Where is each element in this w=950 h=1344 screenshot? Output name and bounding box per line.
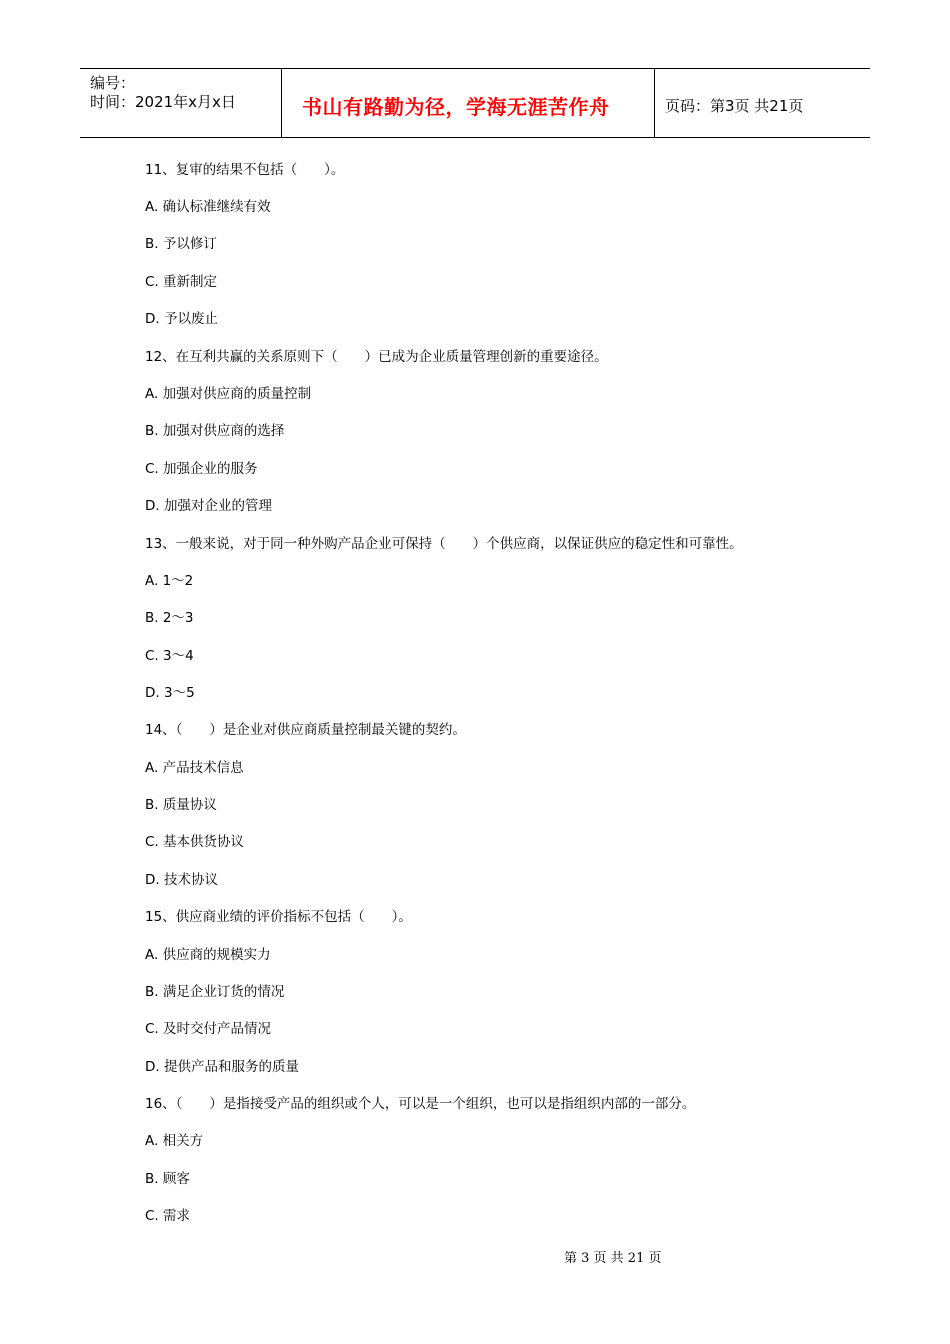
header-motto: 书山有路勤为径，学海无涯苦作舟 <box>302 95 610 119</box>
option-line: B. 质量协议 <box>145 797 217 813</box>
option-line: B. 顾客 <box>145 1171 190 1187</box>
option-line: D. 加强对企业的管理 <box>145 498 272 514</box>
option-line: B. 予以修订 <box>145 236 217 252</box>
option-line: A. 加强对供应商的质量控制 <box>145 386 312 402</box>
header-motto-cell <box>282 69 655 137</box>
option-line: B. 满足企业订货的情况 <box>145 984 285 1000</box>
document-time-label: 时间：2021年x月x日 <box>90 93 236 111</box>
option-line: C. 重新制定 <box>145 274 218 290</box>
option-line: B. 加强对供应商的选择 <box>145 423 285 439</box>
option-line: C. 基本供货协议 <box>145 834 245 850</box>
document-number-label: 编号： <box>90 74 136 92</box>
question-15: 15、供应商业绩的评价指标不包括（ ）。 <box>145 909 412 925</box>
header-info-cell <box>80 69 282 137</box>
question-13: 13、一般来说，对于同一种外购产品企业可保持（ ）个供应商，以保证供应的稳定性和可靠性。 <box>145 536 743 552</box>
question-14: 14、（ ）是企业对供应商质量控制最关键的契约。 <box>145 722 466 738</box>
option-line: D. 技术协议 <box>145 872 218 888</box>
option-line: A. 相关方 <box>145 1133 204 1149</box>
question-16: 16、（ ）是指接受产品的组织或个人，可以是一个组织，也可以是指组织内部的一部分。 <box>145 1096 696 1112</box>
header-table <box>80 68 870 138</box>
option-line: C. 3～4 <box>145 648 194 664</box>
page-footer: 第 3 页 共 21 页 <box>564 1251 662 1266</box>
option-line: C. 加强企业的服务 <box>145 461 258 477</box>
option-line: D. 予以废止 <box>145 311 218 327</box>
option-line: A. 产品技术信息 <box>145 760 244 776</box>
option-line: D. 3～5 <box>145 685 195 701</box>
option-line: A. 1～2 <box>145 573 194 589</box>
option-line: C. 及时交付产品情况 <box>145 1021 272 1037</box>
question-11: 11、复审的结果不包括（ ）。 <box>145 162 345 178</box>
option-line: A. 供应商的规模实力 <box>145 947 271 963</box>
question-12: 12、在互利共赢的关系原则下（ ）已成为企业质量管理创新的重要途径。 <box>145 349 608 365</box>
option-line: B. 2～3 <box>145 610 194 626</box>
header-page-cell <box>655 69 870 137</box>
option-line: D. 提供产品和服务的质量 <box>145 1059 299 1075</box>
option-line: C. 需求 <box>145 1208 191 1224</box>
header-page-info: 页码：第3页 共21页 <box>665 97 804 115</box>
option-line: A. 确认标准继续有效 <box>145 199 271 215</box>
